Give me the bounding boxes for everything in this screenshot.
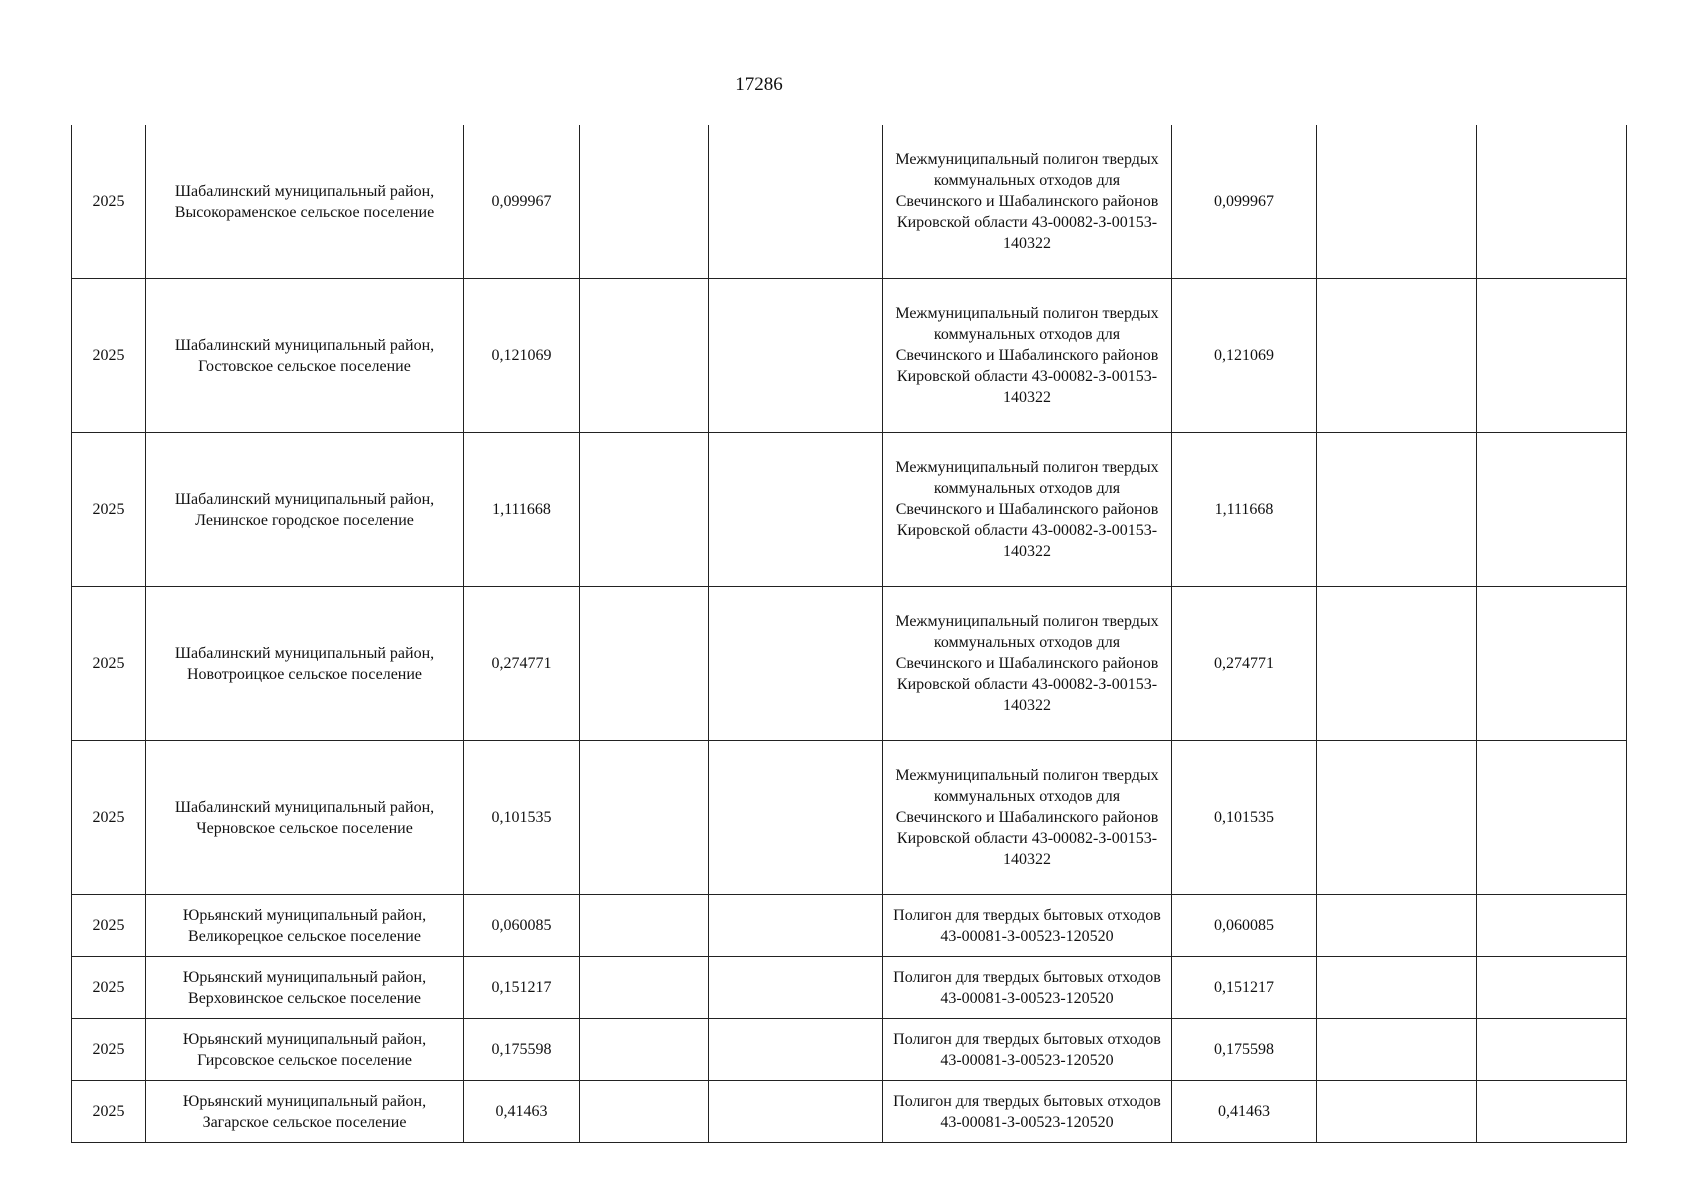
cell-facility: Межмуниципальный полигон твердых коммунальных отходов для Свечинского и Шабалинского районов Кировской области 43-00082-З-00153-140322: [883, 279, 1172, 433]
cell-volume: 0,41463: [464, 1081, 580, 1143]
cell-year: 2025: [72, 433, 146, 587]
cell-year: 2025: [72, 895, 146, 957]
waste-flow-table: [71, 125, 1627, 1143]
cell-territory: Юрьянский муниципальный район, Верховинское сельское поселение: [146, 957, 464, 1019]
cell-facility: Полигон для твердых бытовых отходов 43-00081-З-00523-120520: [883, 895, 1172, 957]
cell-empty: [580, 1081, 709, 1143]
cell-facility: Полигон для твердых бытовых отходов 43-00081-З-00523-120520: [883, 957, 1172, 1019]
cell-territory: Юрьянский муниципальный район, Великорецкое сельское поселение: [146, 895, 464, 957]
cell-empty: [1477, 587, 1627, 741]
cell-facility: Межмуниципальный полигон твердых коммунальных отходов для Свечинского и Шабалинского районов Кировской области 43-00082-З-00153-140322: [883, 741, 1172, 895]
cell-empty: [709, 125, 883, 279]
cell-volume-received: 0,101535: [1172, 741, 1317, 895]
cell-empty: [709, 957, 883, 1019]
cell-territory: Шабалинский муниципальный район, Черновское сельское поселение: [146, 741, 464, 895]
cell-facility: Межмуниципальный полигон твердых коммунальных отходов для Свечинского и Шабалинского районов Кировской области 43-00082-З-00153-140322: [883, 433, 1172, 587]
cell-empty: [709, 279, 883, 433]
cell-empty: [580, 895, 709, 957]
cell-empty: [1317, 279, 1477, 433]
cell-empty: [580, 957, 709, 1019]
cell-empty: [1317, 895, 1477, 957]
cell-year: 2025: [72, 957, 146, 1019]
cell-empty: [1317, 125, 1477, 279]
cell-empty: [1477, 741, 1627, 895]
cell-volume-received: 0,099967: [1172, 125, 1317, 279]
cell-empty: [1317, 1019, 1477, 1081]
cell-territory: Юрьянский муниципальный район, Загарское сельское поселение: [146, 1081, 464, 1143]
cell-volume: 0,151217: [464, 957, 580, 1019]
cell-empty: [709, 587, 883, 741]
cell-empty: [1317, 433, 1477, 587]
cell-empty: [1317, 1081, 1477, 1143]
cell-empty: [709, 433, 883, 587]
table-row: [72, 279, 1627, 433]
cell-empty: [1317, 957, 1477, 1019]
table-row: [72, 741, 1627, 895]
cell-territory: Шабалинский муниципальный район, Гостовское сельское поселение: [146, 279, 464, 433]
cell-territory: Шабалинский муниципальный район, Высокораменское сельское поселение: [146, 125, 464, 279]
cell-territory: Шабалинский муниципальный район, Ленинское городское поселение: [146, 433, 464, 587]
cell-empty: [709, 1019, 883, 1081]
cell-volume: 0,274771: [464, 587, 580, 741]
cell-empty: [1477, 957, 1627, 1019]
cell-volume-received: 0,175598: [1172, 1019, 1317, 1081]
table-row: [72, 1019, 1627, 1081]
table-row: [72, 895, 1627, 957]
cell-volume: 0,060085: [464, 895, 580, 957]
cell-empty: [580, 433, 709, 587]
cell-volume: 0,101535: [464, 741, 580, 895]
table-row: [72, 587, 1627, 741]
cell-empty: [1477, 279, 1627, 433]
cell-year: 2025: [72, 587, 146, 741]
cell-year: 2025: [72, 741, 146, 895]
cell-empty: [1477, 1081, 1627, 1143]
table-row: [72, 1081, 1627, 1143]
page-number: 17286: [735, 74, 783, 95]
cell-empty: [1477, 895, 1627, 957]
cell-empty: [709, 895, 883, 957]
cell-empty: [580, 279, 709, 433]
cell-facility: Межмуниципальный полигон твердых коммунальных отходов для Свечинского и Шабалинского районов Кировской области 43-00082-З-00153-140322: [883, 125, 1172, 279]
cell-year: 2025: [72, 279, 146, 433]
cell-year: 2025: [72, 1081, 146, 1143]
cell-volume-received: 0,121069: [1172, 279, 1317, 433]
cell-facility: Межмуниципальный полигон твердых коммунальных отходов для Свечинского и Шабалинского районов Кировской области 43-00082-З-00153-140322: [883, 587, 1172, 741]
cell-volume: 0,175598: [464, 1019, 580, 1081]
cell-empty: [580, 741, 709, 895]
cell-year: 2025: [72, 125, 146, 279]
table-row: [72, 125, 1627, 279]
table-row: [72, 433, 1627, 587]
cell-volume-received: 0,274771: [1172, 587, 1317, 741]
cell-empty: [709, 1081, 883, 1143]
cell-volume-received: 0,151217: [1172, 957, 1317, 1019]
cell-volume-received: 0,41463: [1172, 1081, 1317, 1143]
cell-volume-received: 0,060085: [1172, 895, 1317, 957]
cell-empty: [1477, 125, 1627, 279]
cell-year: 2025: [72, 1019, 146, 1081]
cell-empty: [1477, 1019, 1627, 1081]
cell-empty: [580, 125, 709, 279]
cell-territory: Шабалинский муниципальный район, Новотроицкое сельское поселение: [146, 587, 464, 741]
cell-empty: [1477, 433, 1627, 587]
cell-empty: [580, 1019, 709, 1081]
cell-empty: [580, 587, 709, 741]
cell-volume: 1,111668: [464, 433, 580, 587]
cell-volume: 0,121069: [464, 279, 580, 433]
cell-volume: 0,099967: [464, 125, 580, 279]
cell-facility: Полигон для твердых бытовых отходов 43-00081-З-00523-120520: [883, 1019, 1172, 1081]
cell-empty: [1317, 741, 1477, 895]
table-row: [72, 957, 1627, 1019]
cell-empty: [1317, 587, 1477, 741]
cell-territory: Юрьянский муниципальный район, Гирсовское сельское поселение: [146, 1019, 464, 1081]
cell-volume-received: 1,111668: [1172, 433, 1317, 587]
cell-facility: Полигон для твердых бытовых отходов 43-00081-З-00523-120520: [883, 1081, 1172, 1143]
cell-empty: [709, 741, 883, 895]
